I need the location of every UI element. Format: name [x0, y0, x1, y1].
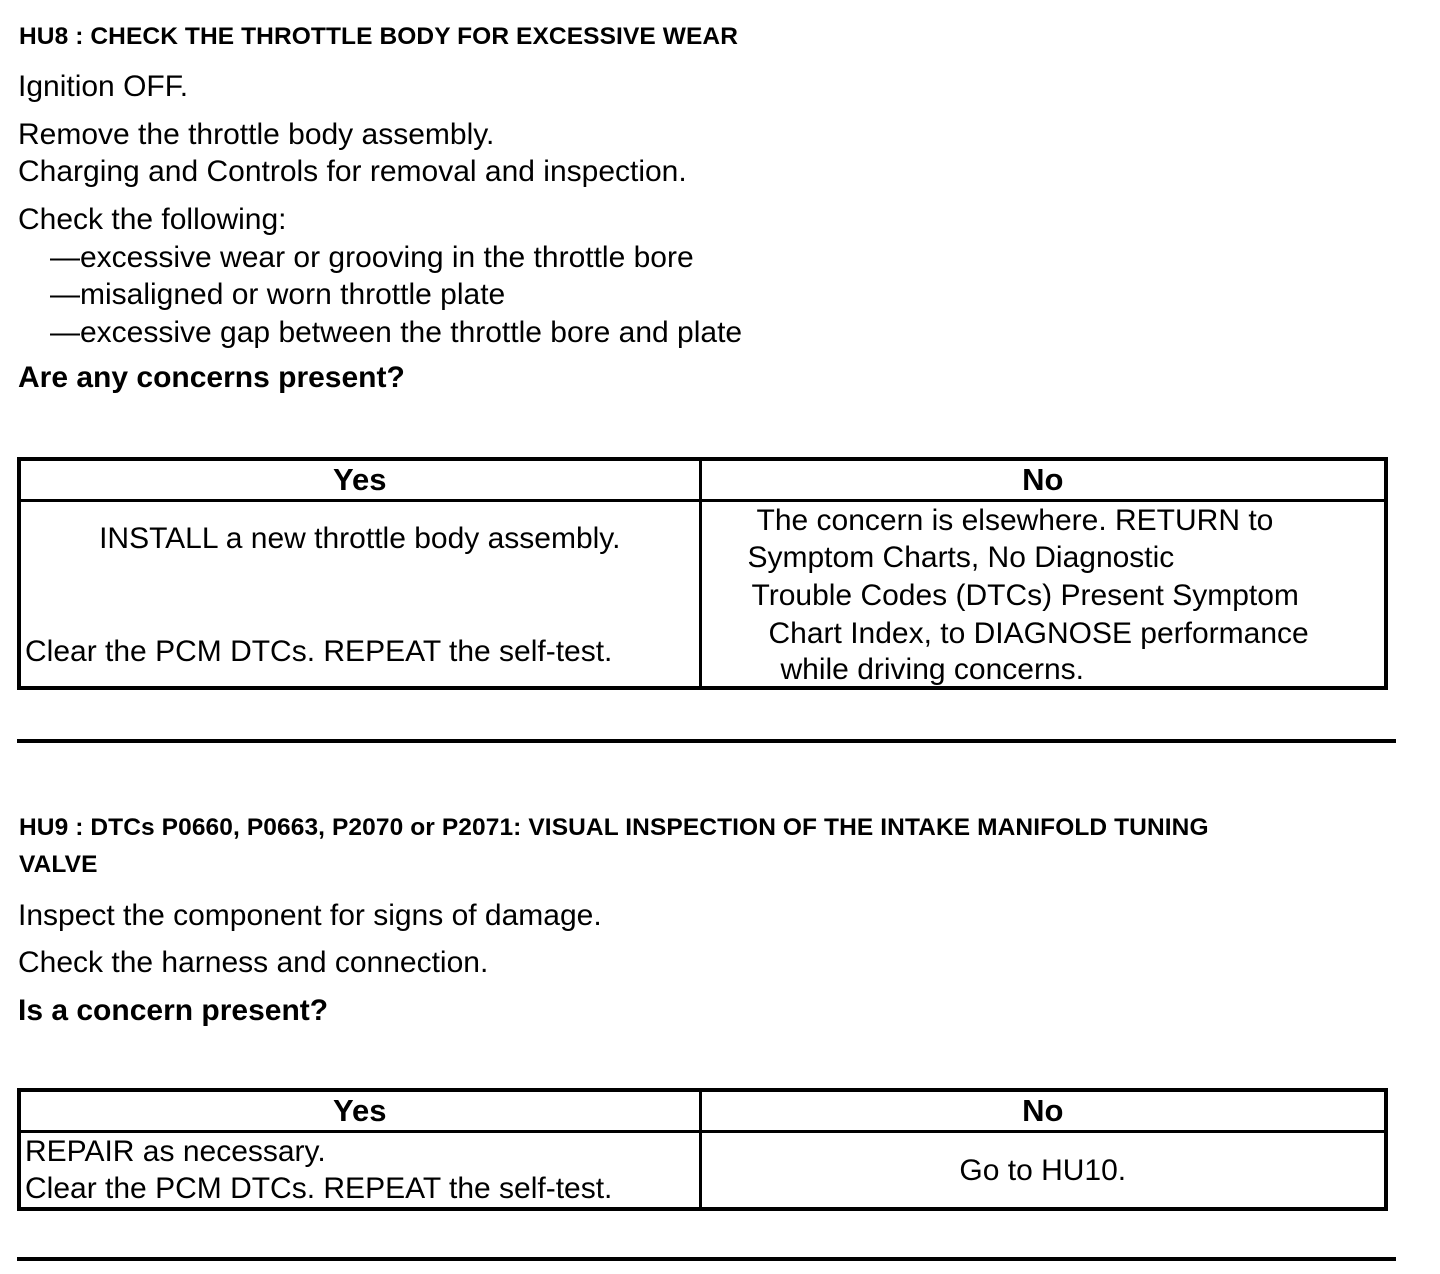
- hu8-step-4: Check the following:: [18, 203, 287, 236]
- hu9-question: Is a concern present?: [18, 994, 329, 1027]
- section-divider-2: [17, 1257, 1396, 1261]
- hu8-no-line-3: Trouble Codes (DTCs) Present Symptom: [751, 579, 1299, 612]
- hu9-yes-line-1: REPAIR as necessary.: [25, 1135, 326, 1168]
- hu8-bullet-2: —misaligned or worn throttle plate: [50, 278, 506, 311]
- hu9-title-line-1: HU9 : DTCs P0660, P0663, P2070 or P2071: VISUAL INSPECTION OF THE INTAKE MANIFOLD TUNING: [19, 814, 1209, 841]
- hu9-title-line-2: VALVE: [19, 851, 98, 878]
- hu8-no-line-5: while driving concerns.: [780, 653, 1084, 686]
- hu8-no-line-4: Chart Index, to DIAGNOSE performance: [768, 617, 1309, 650]
- hu8-yes-line-2: Clear the PCM DTCs. REPEAT the self-test.: [25, 635, 613, 668]
- hu8-no-line-1: The concern is elsewhere. RETURN to: [756, 504, 1274, 537]
- hu9-step-1: Inspect the component for signs of damage.: [18, 899, 602, 932]
- hu9-step-2: Check the harness and connection.: [18, 946, 489, 979]
- hu8-step-2: Remove the throttle body assembly.: [18, 118, 495, 151]
- hu8-no-line-2: Symptom Charts, No Diagnostic: [747, 541, 1175, 574]
- hu9-yes-header: Yes: [19, 1090, 700, 1132]
- hu9-no-line-1: Go to HU10.: [959, 1153, 1127, 1187]
- hu9-decision-table: [17, 1088, 1388, 1211]
- hu8-no-cell: [700, 501, 1386, 689]
- hu9-no-cell: [700, 1132, 1386, 1210]
- hu8-step-3: Charging and Controls for removal and inspection.: [18, 155, 687, 188]
- hu8-decision-table: [17, 457, 1388, 690]
- hu8-yes-line-1: INSTALL a new throttle body assembly.: [99, 522, 621, 555]
- hu8-bullet-1: —excessive wear or grooving in the throttle bore: [50, 241, 694, 274]
- section-divider-1: [17, 739, 1396, 743]
- hu9-yes-line-2: Clear the PCM DTCs. REPEAT the self-test.: [25, 1172, 613, 1205]
- hu8-step-1: Ignition OFF.: [18, 70, 189, 103]
- hu9-no-header: No: [700, 1090, 1386, 1132]
- hu8-question: Are any concerns present?: [18, 361, 405, 394]
- hu9-yes-cell: [19, 1132, 700, 1210]
- hu8-title: HU8 : CHECK THE THROTTLE BODY FOR EXCESSIVE WEAR: [19, 23, 738, 50]
- hu8-bullet-3: —excessive gap between the throttle bore and plate: [50, 316, 743, 349]
- hu8-yes-header: Yes: [19, 459, 700, 501]
- hu8-no-header: No: [700, 459, 1386, 501]
- hu8-yes-cell: [19, 501, 700, 689]
